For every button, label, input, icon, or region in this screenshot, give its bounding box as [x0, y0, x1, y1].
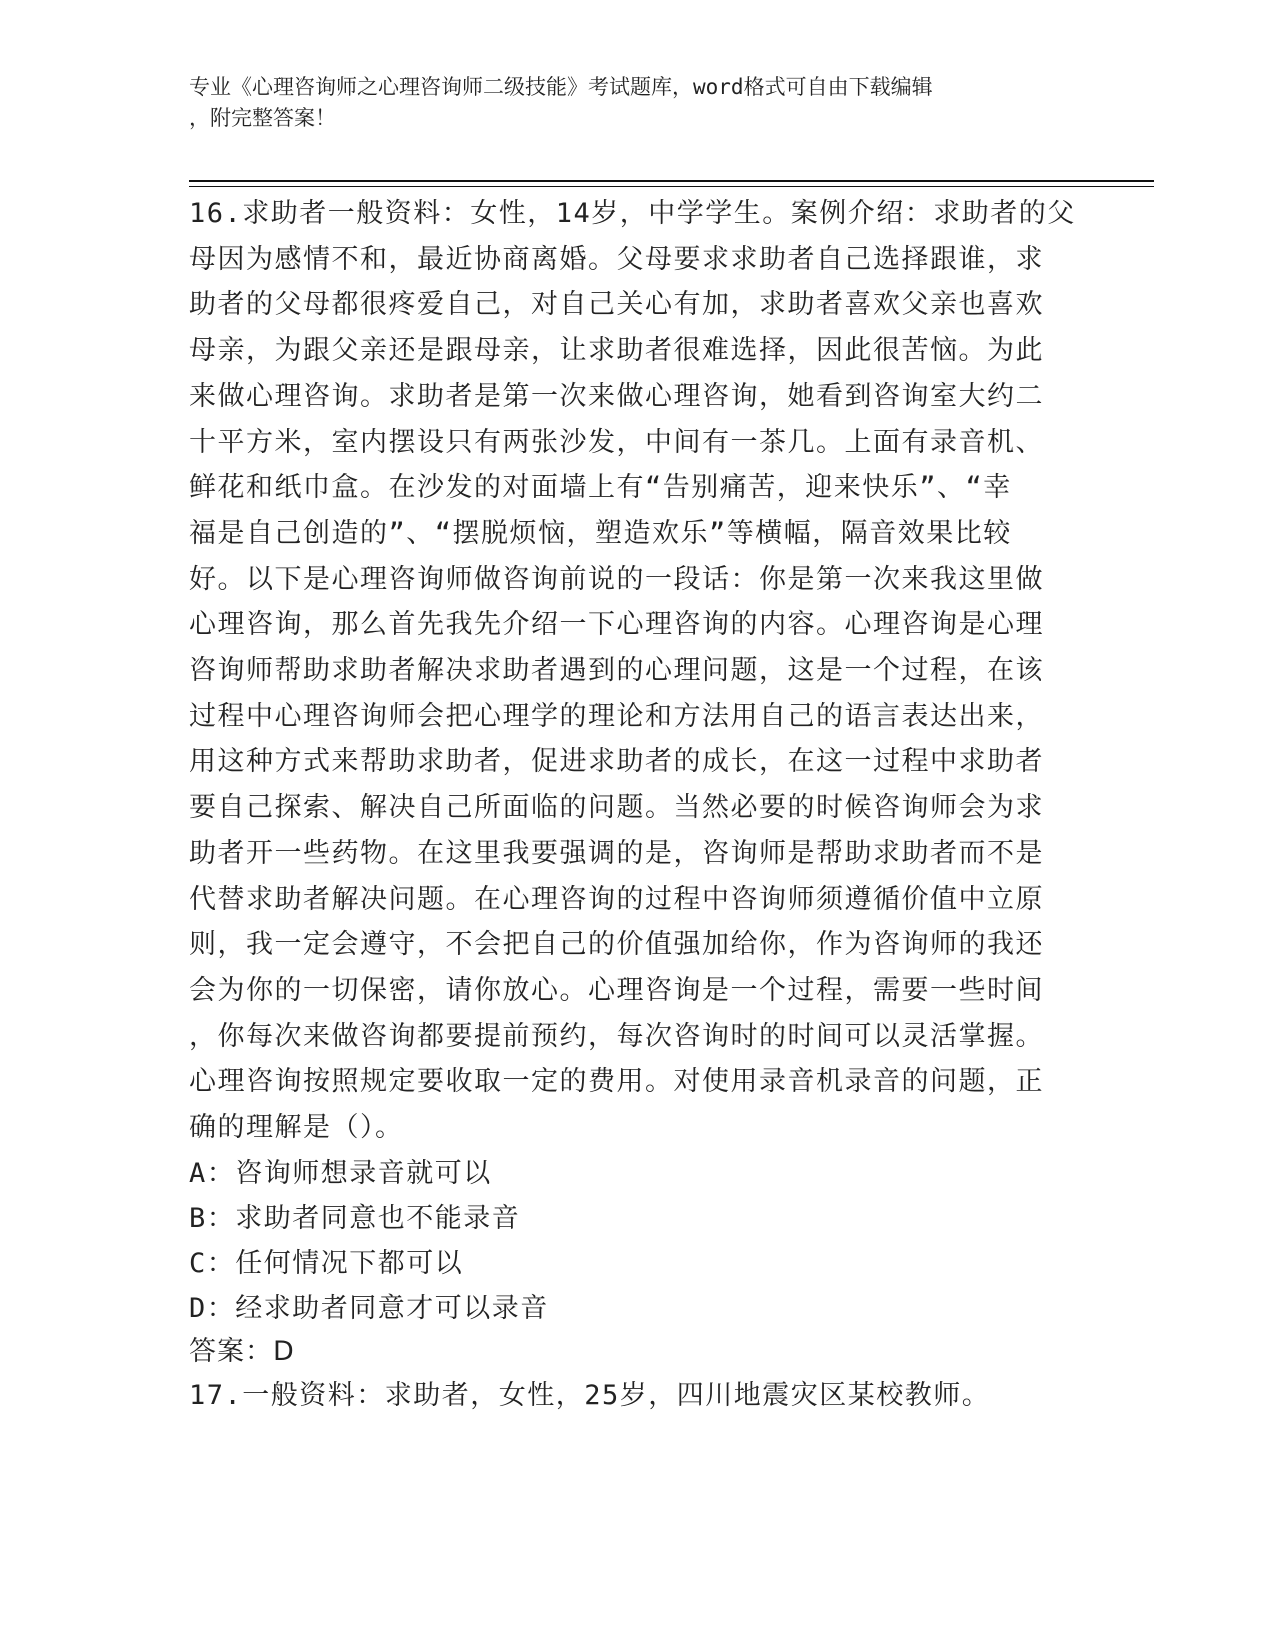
document-header — [189, 72, 1089, 134]
document-body — [189, 191, 1084, 1419]
header-rule-thick — [189, 180, 1154, 182]
option-d: D：经求助者同意才可以录音 — [189, 1292, 549, 1324]
stem-line: 母因为感情不和，最近协商离婚。父母要求求助者自己选择跟谁，求 — [189, 243, 1044, 275]
stem-line: 确的理解是（）。 — [189, 1112, 404, 1144]
option-a: A：咨询师想录音就可以 — [189, 1157, 492, 1189]
stem-line: 用这种方式来帮助求助者，促进求助者的成长，在这一过程中求助者 — [189, 746, 1044, 778]
stem-line: 母亲，为跟父亲还是跟母亲，让求助者很难选择，因此很苦恼。为此 — [189, 335, 1044, 367]
question-17-stem: 17.一般资料：求助者，女性，25岁，四川地震灾区某校教师。 — [189, 1379, 991, 1411]
option-c: C：任何情况下都可以 — [189, 1247, 464, 1279]
stem-line: 咨询师帮助求助者解决求助者遇到的心理问题，这是一个过程，在该 — [189, 655, 1044, 687]
stem-line: 则，我一定会遵守，不会把自己的价值强加给你，作为咨询师的我还 — [189, 929, 1044, 961]
stem-line: 十平方米，室内摆设只有两张沙发，中间有一茶几。上面有录音机、 — [189, 426, 1044, 458]
header-rule-thin — [189, 186, 1154, 187]
header-line-2: ，附完整答案！ — [189, 106, 336, 130]
stem-line: 好。以下是心理咨询师做咨询前说的一段话：你是第一次来我这里做 — [189, 563, 1044, 595]
stem-line: 助者开一些药物。在这里我要强调的是，咨询师是帮助求助者而不是 — [189, 837, 1044, 869]
stem-line: 会为你的一切保密，请你放心。心理咨询是一个过程，需要一些时间 — [189, 974, 1044, 1006]
stem-line: 助者的父母都很疼爱自己，对自己关心有加，求助者喜欢父亲也喜欢 — [189, 289, 1044, 321]
stem-line: 心理咨询按照规定要收取一定的费用。对使用录音机录音的问题，正 — [189, 1066, 1044, 1098]
stem-line: 16.求助者一般资料：女性，14岁，中学学生。案例介绍：求助者的父 — [189, 198, 1076, 229]
stem-line: 过程中心理咨询师会把心理学的理论和方法用自己的语言表达出来， — [189, 700, 1044, 732]
question-16-answer: 答案：D — [189, 1335, 295, 1367]
stem-line: 要自己探索、解决自己所面临的问题。当然必要的时候咨询师会为求 — [189, 792, 1044, 824]
stem-line: 鲜花和纸巾盒。在沙发的对面墙上有“告别痛苦，迎来快乐”、“幸 — [189, 472, 1012, 504]
stem-line: 来做心理咨询。求助者是第一次来做心理咨询，她看到咨询室大约二 — [189, 380, 1044, 412]
stem-line: 福是自己创造的”、“摆脱烦恼，塑造欢乐”等横幅，隔音效果比较 — [189, 517, 1012, 549]
question-16-stem — [189, 191, 1084, 1151]
header-line-1: 专业《心理咨询师之心理咨询师二级技能》考试题库，word格式可自由下载编辑 — [189, 75, 933, 99]
stem-line: 代替求助者解决问题。在心理咨询的过程中咨询师须遵循价值中立原 — [189, 883, 1044, 915]
stem-line: ，你每次来做咨询都要提前预约，每次咨询时的时间可以灵活掌握。 — [189, 1020, 1044, 1052]
option-b: B：求助者同意也不能录音 — [189, 1202, 521, 1234]
question-16-options — [189, 1151, 1084, 1331]
stem-line: 心理咨询，那么首先我先介绍一下心理咨询的内容。心理咨询是心理 — [189, 609, 1044, 641]
